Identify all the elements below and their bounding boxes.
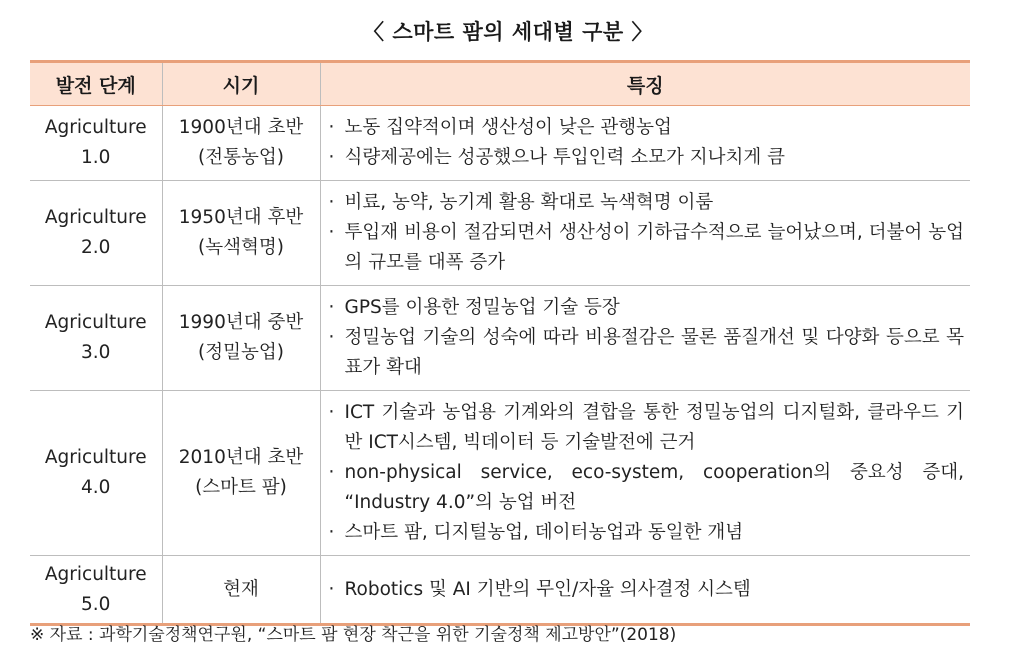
- stage-cell: [30, 181, 162, 286]
- stage-version: 2.0: [81, 237, 111, 258]
- stage-name: Agriculture: [44, 207, 147, 228]
- feature-text: 식량제공에는 성공했으나 투입인력 소모가 지나치게 큼: [344, 147, 785, 168]
- stage-name: Agriculture: [44, 447, 147, 468]
- header-row: [30, 62, 970, 106]
- period-type: (전통농업): [198, 147, 284, 168]
- table-row: [30, 286, 970, 391]
- table-row: [30, 181, 970, 286]
- header-stage: 발전 단계: [30, 62, 162, 106]
- stage-version: 1.0: [81, 147, 111, 168]
- feature-item: [329, 143, 965, 173]
- feature-text: 정밀농업 기술의 성숙에 따라 비용절감은 물론 품질개선 및 다양화 등으로 목표가 확대: [344, 327, 964, 378]
- stage-cell: [30, 391, 162, 556]
- period-type: (스마트 팜): [195, 477, 287, 498]
- bullet-dot: ·: [328, 147, 335, 168]
- features-cell: [320, 556, 970, 625]
- feature-text: 스마트 팜, 디지털농업, 데이터농업과 동일한 개념: [344, 522, 744, 543]
- bullet-dot: ·: [328, 402, 335, 423]
- feature-text: Robotics 및 AI 기반의 무인/자율 의사결정 시스템: [344, 578, 751, 600]
- header-period: 시기: [162, 62, 320, 106]
- period-years: 1950년대 후반: [178, 207, 304, 228]
- stage-cell: [30, 556, 162, 625]
- period-cell: [162, 391, 320, 556]
- table-row: [30, 391, 970, 556]
- bullet-dot: ·: [328, 117, 335, 138]
- stage-version: 3.0: [81, 342, 111, 363]
- smart-farm-generation-table: [30, 60, 970, 626]
- feature-text: non-physical service, eco-system, cooperation의 중요성 증대, “Industry 4.0”의 농업 버전: [344, 462, 964, 513]
- period-cell: [162, 286, 320, 391]
- feature-text: 노동 집약적이며 생산성이 낮은 관행농업: [344, 117, 672, 138]
- feature-text: 투입재 비용이 절감되면서 생산성이 기하급수적으로 늘어났으며, 더불어 농업의 규모를 대폭 증가: [344, 222, 964, 273]
- period-type: (정밀농업): [198, 342, 284, 363]
- table-row: [30, 556, 970, 625]
- table-title: 〈 스마트 팜의 세대별 구분 〉: [363, 20, 653, 44]
- feature-item: [329, 218, 965, 278]
- feature-item: [329, 458, 965, 518]
- period-years: 2010년대 초반: [178, 447, 304, 468]
- bullet-dot: ·: [328, 222, 335, 243]
- feature-item: [329, 398, 965, 458]
- feature-text: GPS를 이용한 정밀농업 기술 등장: [344, 297, 620, 318]
- stage-version: 5.0: [81, 593, 111, 615]
- period-years: 현재: [223, 578, 259, 600]
- source-note: ※ 자료 : 과학기술정책연구원, “스마트 팜 현장 착근을 위한 기술정책 제고방안”(2018): [30, 625, 677, 645]
- feature-item: [329, 518, 965, 548]
- period-cell: [162, 556, 320, 625]
- bullet-dot: ·: [328, 327, 335, 348]
- period-type: (녹색혁명): [198, 237, 284, 258]
- header-features: 특징: [320, 62, 970, 106]
- bullet-dot: ·: [328, 522, 335, 543]
- bullet-dot: ·: [328, 297, 335, 318]
- feature-item: [329, 323, 965, 383]
- bullet-dot: ·: [328, 192, 335, 213]
- stage-name: Agriculture: [44, 117, 147, 138]
- features-cell: [320, 391, 970, 556]
- feature-item: [329, 113, 965, 143]
- feature-item: [329, 575, 965, 605]
- stage-cell: [30, 286, 162, 391]
- features-cell: [320, 181, 970, 286]
- period-years: 1990년대 중반: [178, 312, 304, 333]
- bullet-dot: ·: [328, 578, 335, 600]
- stage-version: 4.0: [81, 477, 111, 498]
- period-cell: [162, 106, 320, 181]
- stage-cell: [30, 106, 162, 181]
- period-cell: [162, 181, 320, 286]
- feature-item: [329, 293, 965, 323]
- features-cell: [320, 286, 970, 391]
- period-years: 1900년대 초반: [178, 117, 304, 138]
- feature-text: 비료, 농약, 농기계 활용 확대로 녹색혁명 이룸: [344, 192, 714, 213]
- feature-item: [329, 188, 965, 218]
- stage-name: Agriculture: [44, 563, 147, 585]
- table-row: [30, 106, 970, 181]
- stage-name: Agriculture: [44, 312, 147, 333]
- feature-text: ICT 기술과 농업용 기계와의 결합을 통한 정밀농업의 디지털화, 클라우드 기반 ICT시스템, 빅데이터 등 기술발전에 근거: [344, 402, 964, 453]
- features-cell: [320, 106, 970, 181]
- bullet-dot: ·: [328, 462, 335, 483]
